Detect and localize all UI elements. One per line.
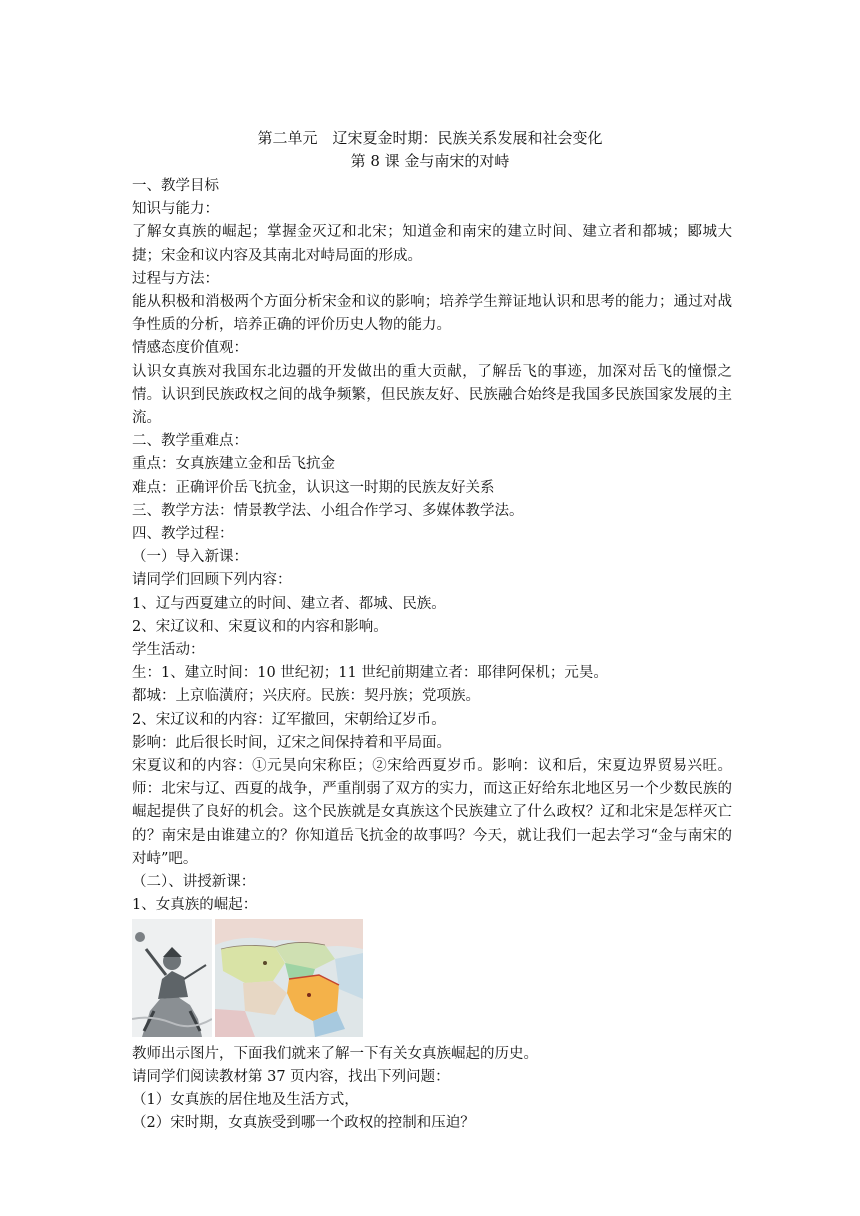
paragraph: 2、宋辽议和、宋夏议和的内容和影响。 — [132, 618, 388, 635]
paragraph: 认识女真族对我国东北边疆的开发做出的重大贡献，了解岳飞的事迹，加深对岳飞的憧憬之情。认识到民族政权之间的战争频繁，但民族友好、民族融合始终是我国多民族国家发展的主流。 — [132, 363, 732, 427]
paragraph: 影响：此后很长时间，辽宋之间保持着和平局面。 — [132, 734, 451, 751]
lesson-title: 第 8 课 金与南宋的对峙 — [350, 152, 510, 170]
section-heading: 二、教学重难点： — [132, 433, 248, 450]
section-heading: 四、教学过程： — [132, 526, 234, 543]
subheading: 知识与能力： — [132, 201, 219, 218]
unit-title: 第二单元 辽宋夏金时期：民族关系发展和社会变化 — [257, 129, 603, 147]
historical-map-image — [215, 919, 363, 1037]
subheading: 情感态度价值观： — [132, 340, 248, 357]
paragraph: 重点：女真族建立金和岳飞抗金 — [132, 456, 335, 473]
paragraph: 生：1、建立时间：10 世纪初；11 世纪前期建立者：耶律阿保机；元昊。 — [132, 665, 608, 682]
paragraph: 能从积极和消极两个方面分析宋金和议的影响；培养学生辩证地认识和思考的能力；通过对战争性质的分析，培养正确的评价历史人物的能力。 — [132, 294, 732, 334]
paragraph: 难点：正确评价岳飞抗金，认识这一时期的民族友好关系 — [132, 479, 495, 496]
paragraph: 教师出示图片，下面我们就来了解一下有关女真族崛起的历史。 — [132, 1045, 538, 1062]
paragraph: 宋夏议和的内容：①元昊向宋称臣；②宋给西夏岁币。影响：议和后，宋夏边界贸易兴旺。师：北宋与辽、西夏的战争，严重削弱了双方的实力，而这正好给东北地区另一个少数民族的崛起提供了良好的机会。这个民族就是女真族这个民族建立了什么政权？辽和北宋是怎样灭亡的？南宋是由谁建立的？你知道岳飞抗金的故事吗？今天，就让我们一起去学习“金与南宋的对峙”吧。 — [132, 758, 732, 867]
paragraph: 1、女真族的崛起： — [132, 897, 258, 914]
document-body — [132, 175, 732, 1135]
paragraph: （1）女真族的居住地及生活方式， — [132, 1091, 359, 1108]
paragraph: 了解女真族的崛起；掌握金灭辽和北宋；知道金和南宋的建立时间、建立者和都城；郾城大捷；宋金和议内容及其南北对峙局面的形成。 — [132, 224, 732, 264]
paragraph: 都城：上京临潢府；兴庆府。民族：契丹族；党项族。 — [132, 688, 480, 705]
subheading: 过程与方法： — [132, 270, 219, 287]
paragraph: 2、宋辽议和的内容：辽军撤回，宋朝给辽岁币。 — [132, 711, 446, 728]
subheading: （一）导入新课： — [132, 549, 248, 566]
image-row — [132, 919, 732, 1041]
paragraph: （2）宋时期，女真族受到哪一个政权的控制和压迫？ — [132, 1115, 475, 1132]
jurchen-horseman-illustration — [132, 919, 212, 1037]
section-heading: 三、教学方法：情景教学法、小组合作学习、多媒体教学法。 — [132, 502, 524, 519]
paragraph: 请同学们阅读教材第 37 页内容，找出下列问题： — [132, 1068, 450, 1085]
paragraph: 1、辽与西夏建立的时间、建立者、都城、民族。 — [132, 595, 446, 612]
section-heading: 一、教学目标 — [132, 178, 219, 194]
paragraph: 学生活动： — [132, 642, 205, 659]
subheading: （二）、讲授新课： — [132, 874, 256, 891]
paragraph: 请同学们回顾下列内容： — [132, 572, 292, 589]
